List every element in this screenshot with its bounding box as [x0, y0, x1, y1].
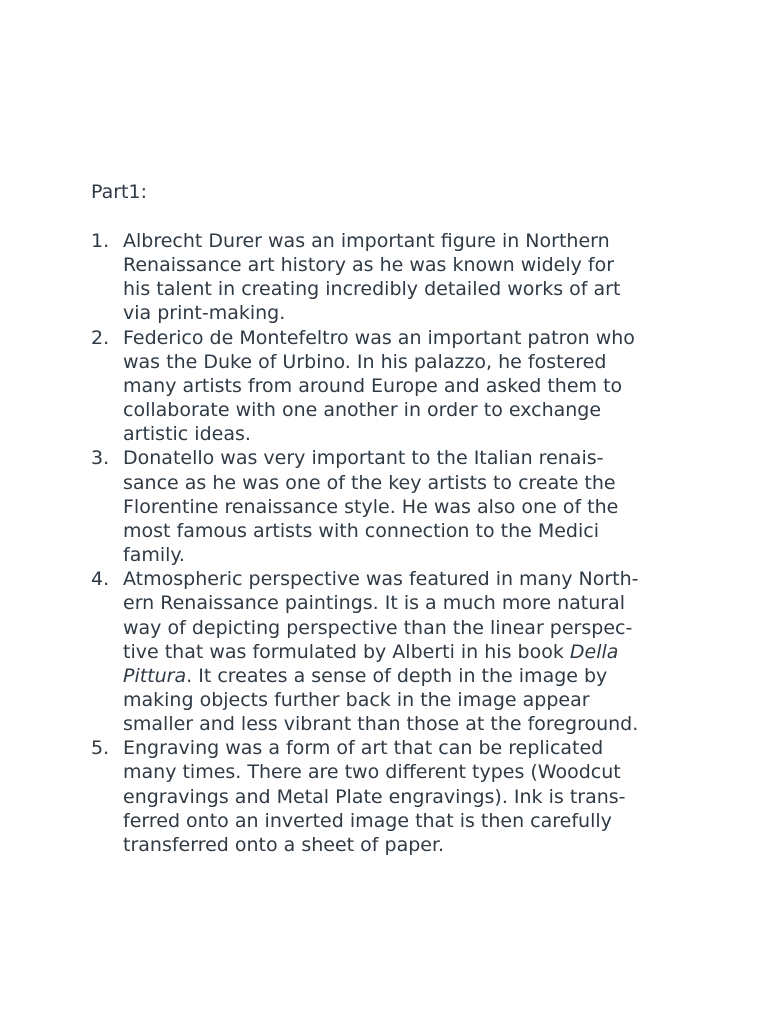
numbered-list — [91, 229, 691, 857]
text-run: . It creates a sense of depth in the image by — [186, 664, 608, 687]
list-item-number: 2. — [91, 326, 110, 349]
text-line: ferred onto an inverted image that is then carefully — [123, 809, 612, 832]
list-item-number: 5. — [91, 737, 110, 760]
list-item — [91, 567, 691, 736]
text-line — [123, 640, 691, 664]
list-item-number: 3. — [91, 447, 110, 470]
text-line: making objects further back in the image appear — [123, 688, 590, 711]
text-line: Donatello was very important to the Italian renais- — [123, 447, 604, 470]
section-heading: Part1: — [91, 181, 147, 203]
text-line: Atmospheric perspective was featured in many North- — [123, 568, 639, 591]
book-title-italic: Pittura — [123, 664, 187, 687]
list-item-number: 1. — [91, 230, 110, 252]
text-line: Florentine renaissance style. He was also one of the — [123, 495, 619, 518]
text-line: collaborate with one another in order to exchange — [123, 399, 602, 422]
text-line: many artists from around Europe and asked them to — [123, 374, 623, 397]
list-item — [91, 736, 691, 857]
text-line: artistic ideas. — [123, 423, 251, 446]
text-line: transferred onto a sheet of paper. — [123, 833, 445, 856]
list-item — [91, 446, 691, 567]
text-line — [123, 664, 691, 688]
text-line: most famous artists with connection to the Medici — [123, 519, 599, 542]
book-title-italic: Della — [569, 640, 619, 663]
text-line: many times. There are two different types (Woodcut — [123, 761, 621, 784]
text-line: sance as he was one of the key artists to create the — [123, 471, 616, 494]
text-line: way of depicting perspective than the linear perspec- — [123, 616, 633, 639]
text-line: smaller and less vibrant than those at the foreground. — [123, 713, 639, 736]
text-line: ern Renaissance paintings. It is a much more natural — [123, 592, 625, 615]
text-line: Engraving was a form of art that can be replicated — [123, 737, 604, 760]
text-line: engravings and Metal Plate engravings). Ink is trans- — [123, 785, 626, 808]
text-line: via print-making. — [123, 302, 286, 325]
list-item — [91, 326, 691, 447]
text-line: Albrecht Durer was an important figure in Northern — [123, 230, 610, 252]
text-line: his talent in creating incredibly detailed works of art — [123, 278, 621, 301]
text-run: tive that was formulated by Alberti in his book — [123, 640, 570, 663]
text-line: Renaissance art history as he was known widely for — [123, 254, 615, 277]
text-line: family. — [123, 544, 185, 567]
list-item-number: 4. — [91, 568, 110, 591]
text-line: was the Duke of Urbino. In his palazzo, he fostered — [123, 350, 607, 373]
text-line: Federico de Montefeltro was an important patron who — [123, 326, 635, 349]
list-item — [91, 229, 691, 326]
